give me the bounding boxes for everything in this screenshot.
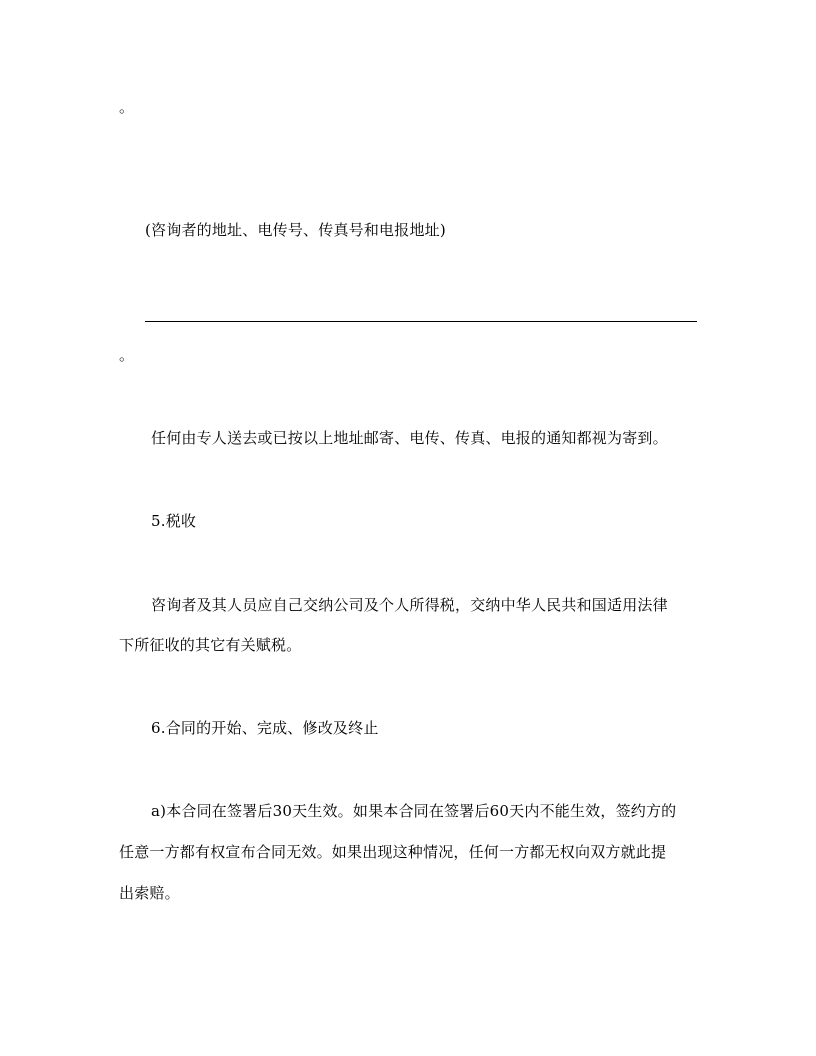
period-line-middle: 。 bbox=[119, 346, 135, 364]
consultant-address-placeholder: (咨询者的地址、电传号、传真号和电报地址) bbox=[145, 221, 446, 239]
tax-paragraph-line-2: 下所征收的其它有关赋税。 bbox=[119, 636, 302, 654]
clause-a-line-2: 任意一方都有权宣布合同无效。如果出现这种情况，任何一方都无权向双方就此提 bbox=[119, 843, 667, 861]
section-5-heading: 5.税收 bbox=[151, 512, 197, 530]
notice-delivery-paragraph: 任何由专人送去或已按以上地址邮寄、电传、传真、电报的通知都视为寄到。 bbox=[151, 429, 668, 447]
period-line-top: 。 bbox=[119, 98, 135, 116]
clause-a-line-1: a)本合同在签署后30天生效。如果本合同在签署后60天内不能生效，签约方的 bbox=[151, 802, 677, 820]
clause-a-line-3: 出索赔。 bbox=[119, 884, 180, 902]
section-6-heading: 6.合同的开始、完成、修改及终止 bbox=[151, 719, 379, 737]
fill-in-rule-line bbox=[145, 321, 697, 322]
tax-paragraph-line-1: 咨询者及其人员应自己交纳公司及个人所得税，交纳中华人民共和国适用法律 bbox=[151, 596, 668, 614]
